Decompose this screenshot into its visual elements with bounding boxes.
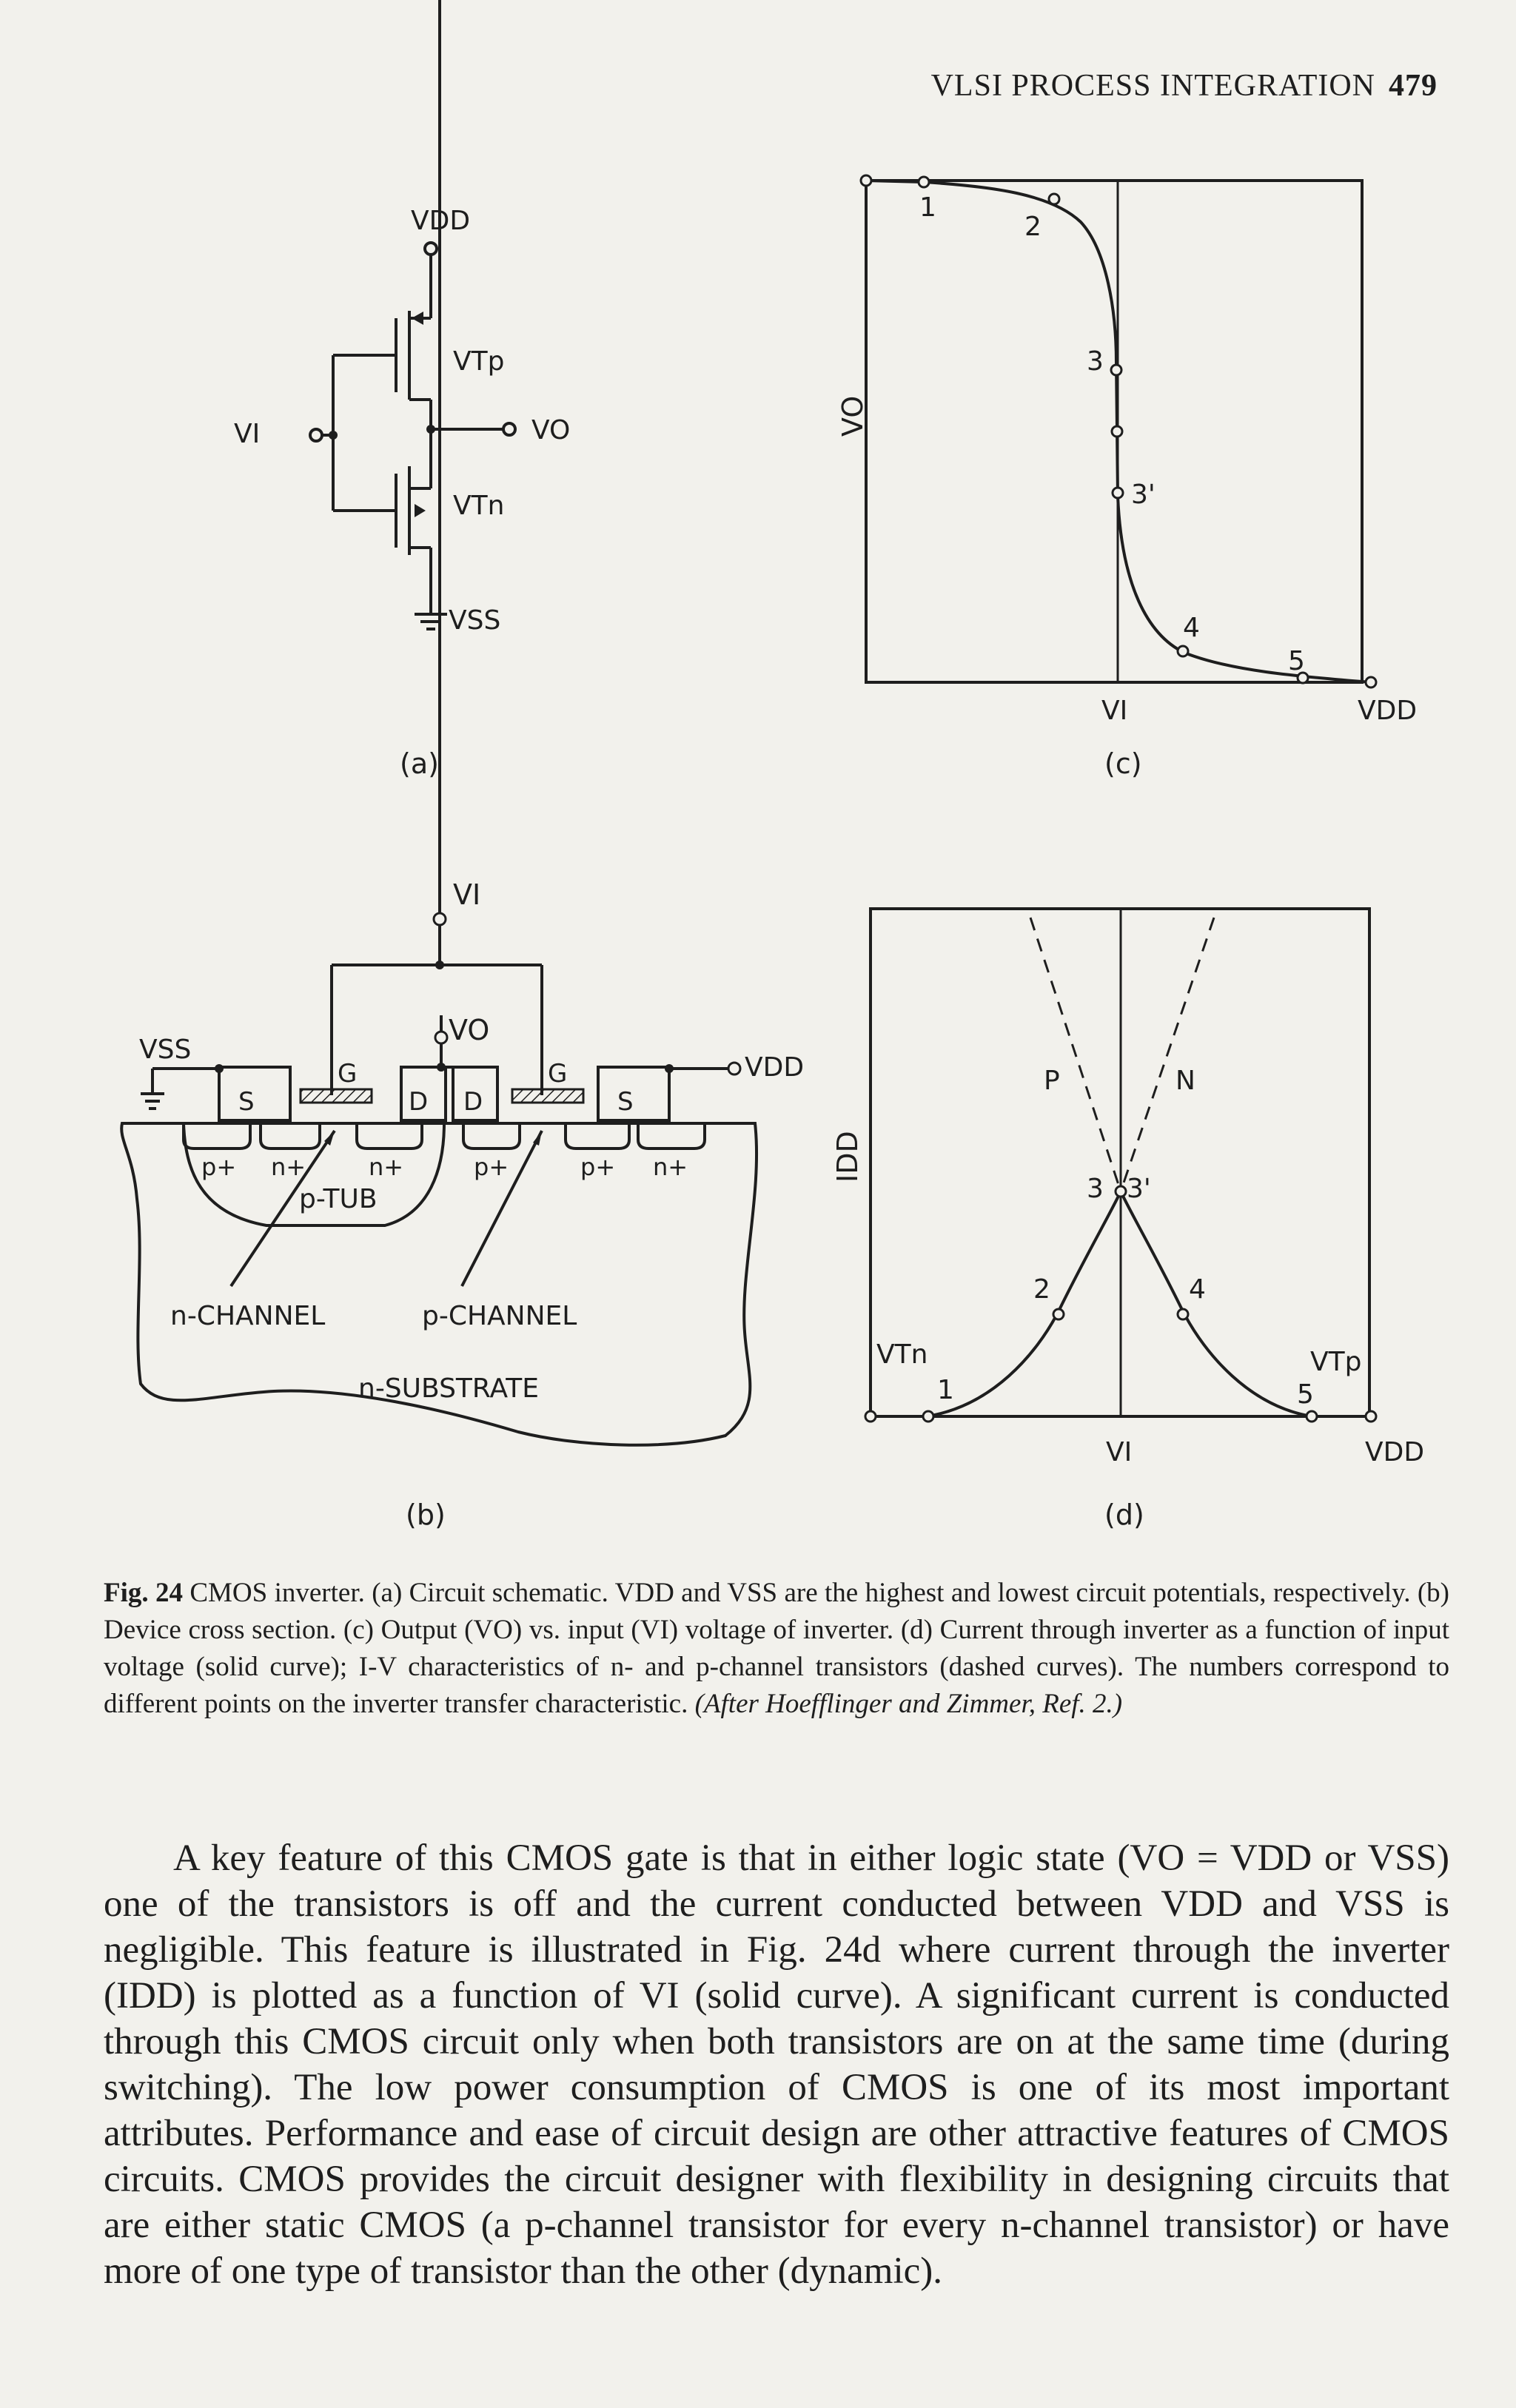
point-5-c: 5 (1288, 646, 1305, 676)
panel-c-label: (c) (1104, 747, 1142, 780)
point-3p-d: 3' (1127, 1174, 1151, 1204)
point-3-c: 3 (1087, 346, 1104, 377)
panel-b-gates (301, 1089, 583, 1103)
point-3p-c: 3' (1131, 480, 1156, 510)
idd-axis-label: IDD (831, 1131, 864, 1183)
n-curve-label: N (1175, 1066, 1195, 1096)
point-1-c: 1 (919, 192, 936, 223)
vo-axis-label: VO (836, 395, 869, 437)
panel-a-label: (a) (400, 747, 439, 780)
body-paragraph: A key feature of this CMOS gate is that in either logic state (VO = VDD or VSS) one of the transistors is off and the current conducted between VDD and VSS is negligible. This feature is illustrated in Fig. 24d where current through the inverter (IDD) is plotted as a function of VI (solid curve). A significant current is conducted through this CMOS circuit only when both transistors are on at the same time (during switching). The low power consumption of CMOS is one of its most important attributes. Performance and ease of circuit design are other attractive features of CMOS circuits. CMOS provides the circuit designer with flexibility in designing circuits that are either static CMOS (a p-channel transistor for every n-channel transistor) or have more of one type of transistor than the other (dynamic). (104, 1837, 1449, 2292)
p-dashed-curve (1030, 918, 1121, 1191)
vi-axis-label-c: VI (1101, 696, 1128, 726)
p-plus-1: p+ (201, 1153, 237, 1181)
p-tub-label: p-TUB (299, 1184, 378, 1214)
point-1-d: 1 (937, 1375, 954, 1405)
point-5-d: 5 (1297, 1379, 1314, 1410)
p-plus-2: p+ (474, 1153, 509, 1181)
panel-b-cross-section (121, 0, 757, 1445)
running-title-1: VLSI P (930, 69, 1030, 103)
vtp-label-d: VTp (1310, 1347, 1362, 1377)
vss-label-a: VSS (449, 605, 501, 636)
figure-caption (104, 1575, 1449, 1723)
panel-a-markers (329, 312, 435, 517)
drain-left-label: D (409, 1087, 429, 1117)
n-plus-2: n+ (369, 1153, 404, 1181)
n-plus-1: n+ (271, 1153, 306, 1181)
vi-label-b: VI (453, 878, 481, 911)
running-title-2: ROCESS (1029, 69, 1152, 103)
vi-axis-label-d: VI (1106, 1437, 1133, 1467)
n-plus-3: n+ (653, 1153, 688, 1181)
gate-left (301, 1089, 372, 1103)
vdd-label-b: VDD (745, 1052, 805, 1083)
gate-right-label: G (548, 1059, 568, 1089)
vtp-label-a: VTp (453, 346, 505, 377)
caption-text: CMOS inverter. (a) Circuit schematic. VDD and VSS are the highest and lowest circuit potentials, respectively. (b) Device cross section. (c) Output (VO) vs. input (VI) voltage of inverter. (d) Current through inverter as a function of input voltage (solid curve); I-V characteristics of n- and p-channel transistors (dashed curves). The numbers correspond to different points on the inverter transfer characteristic. (104, 1578, 1449, 1719)
panel-d-chart (871, 909, 1371, 1416)
page-number: 479 (1389, 69, 1438, 103)
gate-left-label: G (338, 1059, 358, 1089)
n-channel-label: n-CHANNEL (170, 1301, 326, 1331)
body-text (104, 1835, 1449, 2294)
vss-label-b: VSS (139, 1035, 192, 1065)
source-right-label: S (617, 1087, 634, 1117)
vdd-label-a: VDD (411, 206, 471, 236)
drain-right-label: D (463, 1087, 483, 1117)
vo-label-b: VO (449, 1014, 490, 1046)
p-channel-label: p-CHANNEL (422, 1301, 577, 1331)
gate-right (512, 1089, 583, 1103)
point-3-d: 3 (1087, 1174, 1104, 1204)
point-2-c: 2 (1024, 212, 1042, 242)
figure-number: Fig. 24 (104, 1578, 183, 1608)
panel-b-terminals (434, 913, 740, 1074)
vtn-label-d: VTn (876, 1339, 928, 1370)
caption-credit: (After Hoefflinger and Zimmer, Ref. 2.) (694, 1689, 1123, 1719)
n-dashed-curve (1121, 918, 1214, 1191)
panel-b-label: (b) (406, 1499, 446, 1531)
point-4-d: 4 (1189, 1274, 1206, 1305)
vdd-axis-label-d: VDD (1365, 1437, 1425, 1467)
panel-d-label: (d) (1104, 1499, 1144, 1531)
vdd-axis-label-c: VDD (1358, 696, 1418, 726)
p-curve-label: P (1044, 1066, 1060, 1096)
vtn-label-a: VTn (453, 491, 505, 521)
point-4-c: 4 (1183, 613, 1200, 643)
vo-label-a: VO (531, 415, 571, 445)
point-2-d: 2 (1033, 1274, 1050, 1305)
vi-label-a: VI (234, 419, 261, 449)
running-title-3: I (1151, 69, 1172, 103)
n-substrate-label: n-SUBSTRATE (358, 1373, 540, 1404)
panel-a-schematic (310, 243, 515, 629)
source-left-label: S (238, 1087, 255, 1117)
running-title-4: NTEGRATION (1171, 69, 1375, 103)
p-plus-3: p+ (580, 1153, 616, 1181)
